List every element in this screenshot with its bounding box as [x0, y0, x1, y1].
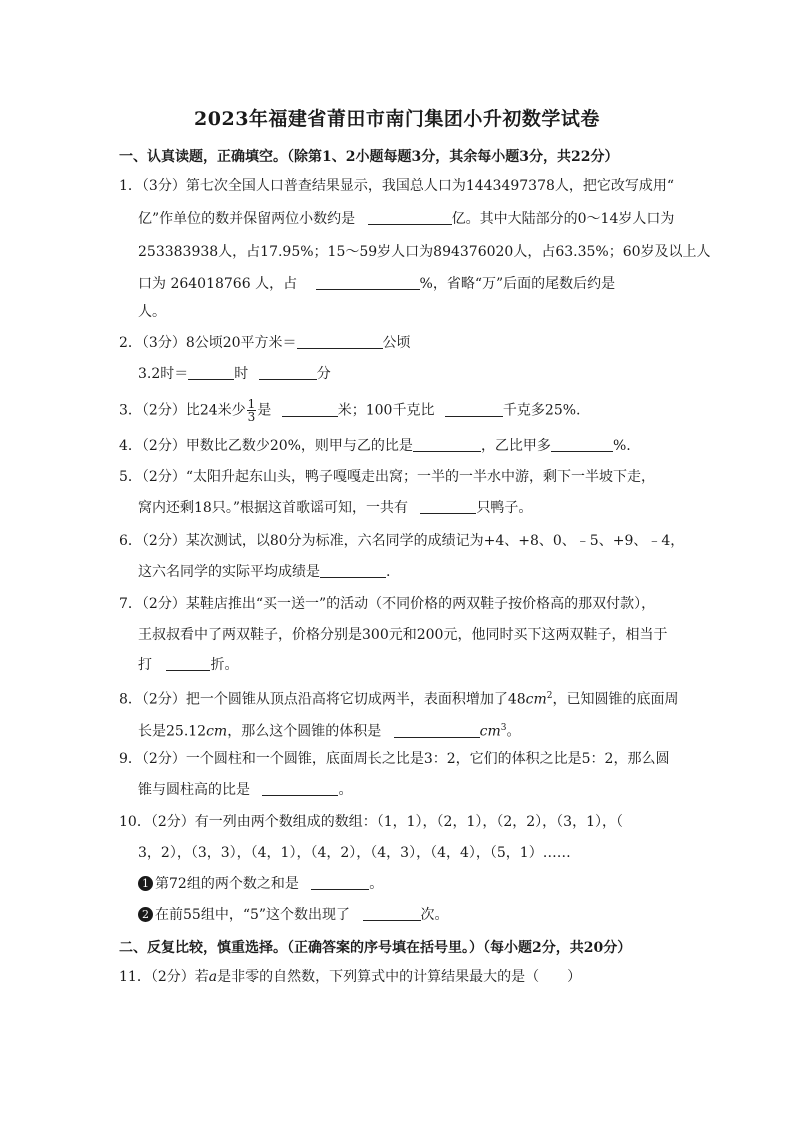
question-8-line-2: 长是25.12cm，那么这个圆锥的体积是 $cm^3$。	[138, 723, 521, 740]
answer-blank[interactable]	[320, 563, 386, 578]
question-9-line-1: 9．（2分）一个圆柱和一个圆锥，底面周长之比是3：2，它们的体积之比是5：2，那么圆	[119, 751, 670, 767]
question-11: 11．（2分）若a是非零的自然数，下列算式中的计算结果最大的是（ ）	[119, 969, 582, 985]
answer-blank[interactable]	[413, 437, 481, 452]
question-3: 3．（2分）比24米少 $\frac{1}{3}$ 是 米；100千克比 千克多25%.	[119, 397, 581, 424]
question-10-sub-2: 2 在前55组中，“5”这个数出现了 次。	[138, 905, 449, 925]
question-7-line-1: 7．（2分）某鞋店推出“买一送一”的活动（不同价格的两双鞋子按价格高的那双付款），	[119, 596, 656, 612]
answer-blank[interactable]	[368, 210, 452, 225]
question-8-line-1: 8．（2分）把一个圆锥从顶点沿高将它切成两半，表面积增加了$48cm^2$，已知圆锥的底面周	[119, 691, 679, 708]
question-1-line-1: 1．（3分）第七次全国人口普查结果显示，我国总人口为1443497378人，把它改写成用“	[119, 178, 675, 194]
fraction: $\frac{1}{3}$	[247, 397, 256, 424]
answer-blank[interactable]	[188, 365, 234, 380]
question-1-line-2: 亿”作单位的数并保留两位小数约是 亿。其中大陆部分的0～14岁人口为	[138, 211, 675, 227]
answer-blank[interactable]	[420, 499, 476, 514]
question-7-line-2: 王叔叔看中了两双鞋子，价格分别是300元和200元，他同时买下这两双鞋子，相当于	[138, 627, 668, 643]
answer-blank[interactable]	[311, 875, 369, 890]
question-2-line-2: 3.2时＝ 时 分	[138, 366, 331, 382]
question-10-line-1: 10．（2分）有一列由两个数组成的数组：（1，1），（2，1），（2，2），（3，1），（	[119, 814, 623, 830]
answer-blank[interactable]	[445, 402, 503, 417]
section-heading-fill-in: 一、认真读题，正确填空。（除第1、2小题每题3分，其余每小题3分，共22分）	[119, 149, 619, 165]
answer-blank[interactable]	[297, 334, 383, 349]
question-6-line-1: 6．（2分）某次测试，以80分为标准，六名同学的成绩记为+4、+8、0、﹣5、+9、﹣4，	[119, 533, 685, 549]
answer-blank[interactable]	[166, 656, 210, 671]
question-10-sub-1: 1 第72组的两个数之和是 。	[138, 874, 383, 894]
question-1-line-4: 口为 264018766 人，占 %，省略“万”后面的尾数后约是	[138, 276, 616, 292]
answer-blank[interactable]	[282, 402, 338, 417]
answer-blank[interactable]	[394, 723, 480, 738]
question-5-line-1: 5．（2分）“太阳升起东山头，鸭子嘎嘎走出窝；一半的一半水中游，剩下一半坡下走，	[119, 469, 655, 485]
section-heading-multiple-choice: 二、反复比较，慎重选择。（正确答案的序号填在括号里。）（每小题2分，共20分）	[119, 940, 632, 956]
question-1-line-5: 人。	[138, 304, 166, 320]
question-6-line-2: 这六名同学的实际平均成绩是 .	[138, 564, 391, 580]
answer-blank[interactable]	[262, 781, 338, 796]
question-4: 4．（2分）甲数比乙数少20%，则甲与乙的比是 ，乙比甲多 %.	[119, 438, 631, 454]
question-10-line-2: 3，2），（3，3），（4，1），（4，2），（4，3），（4，4），（5，1）……	[138, 845, 571, 861]
answer-blank[interactable]	[551, 437, 613, 452]
question-9-line-2: 锥与圆柱高的比是 。	[138, 782, 353, 798]
answer-blank[interactable]	[363, 906, 421, 921]
question-7-line-3: 打 折。	[138, 657, 239, 673]
page-title: 2023年福建省莆田市南门集团小升初数学试卷	[194, 108, 600, 130]
circled-number-2: 2	[138, 907, 153, 922]
answer-blank[interactable]	[316, 275, 420, 290]
answer-blank[interactable]	[259, 365, 317, 380]
question-1-line-3: 253383938人，占17.95%；15～59岁人口为894376020人，占63.35%；60岁及以上人	[138, 244, 711, 260]
question-2-line-1: 2．（3分）8公顷20平方米＝ 公顷	[119, 335, 411, 351]
question-5-line-2: 窝内还剩18只。”根据这首歌谣可知，一共有 只鸭子。	[138, 500, 533, 516]
circled-number-1: 1	[138, 876, 153, 891]
